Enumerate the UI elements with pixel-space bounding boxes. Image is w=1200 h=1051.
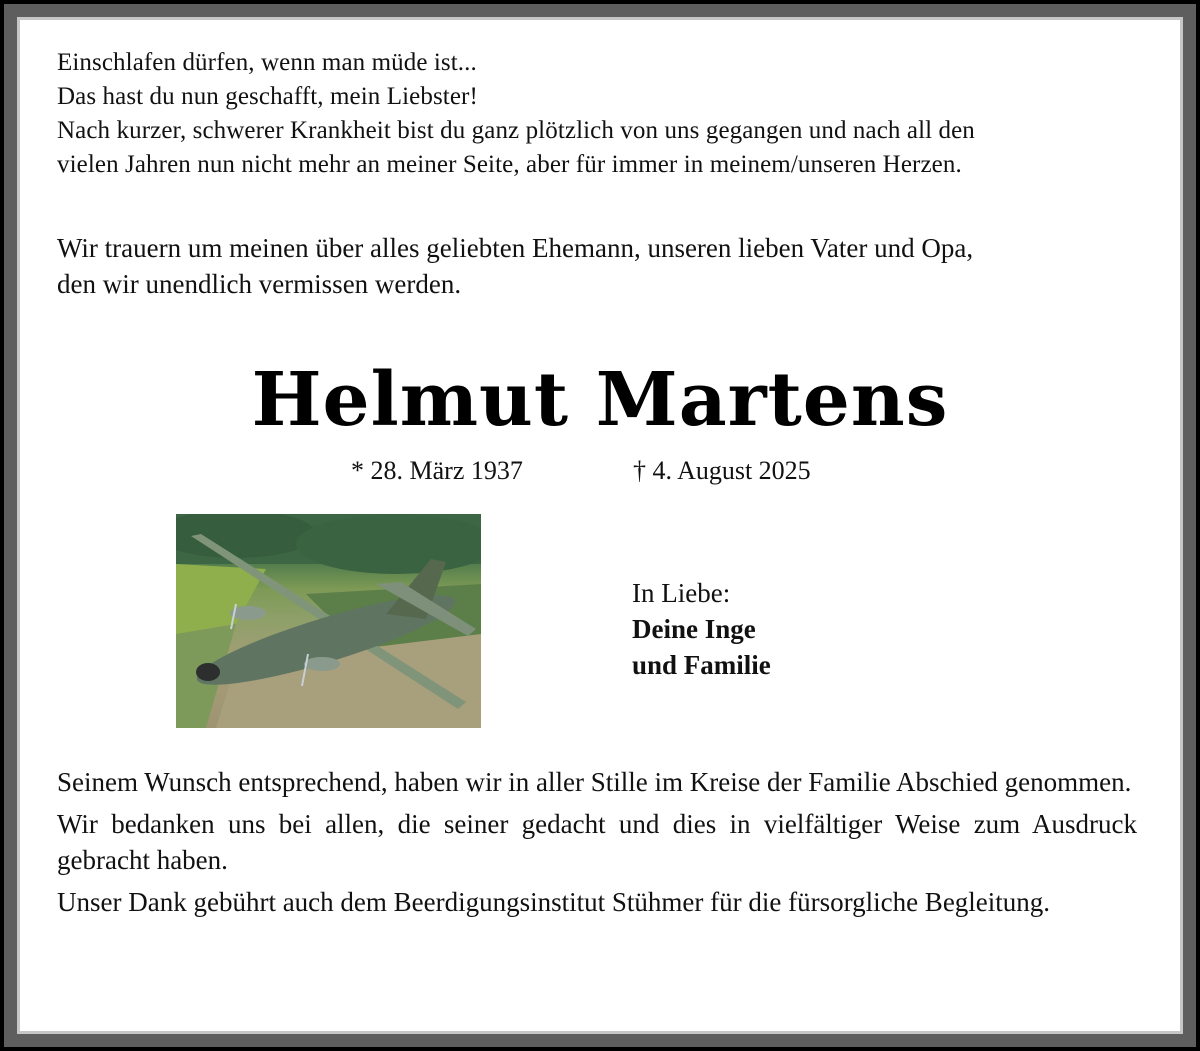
intro-line: Das hast du nun geschafft, mein Liebster! [57, 83, 478, 110]
airplane-illustration [176, 514, 481, 728]
frame-outer-border [4, 4, 1196, 1047]
mourning-statement [57, 230, 1142, 302]
intro-line: Einschlafen dürfen, wenn man müde ist... [57, 49, 477, 76]
deceased-name: Helmut Martens [251, 357, 949, 443]
intro-line: Nach kurzer, schwerer Krankheit bist du ganz plötzlich von uns gegangen und nach all den [57, 117, 975, 144]
death-date: † 4. August 2025 [633, 456, 811, 485]
intro-text [57, 46, 1147, 182]
signature-intro: In Liebe: [632, 578, 731, 608]
closing-paragraph: Wir bedanken uns bei allen, die seiner gedacht und dies in vielfältiger Weise zum Ausdruck gebracht haben. [57, 809, 1137, 875]
signature-name: Deine Inge [632, 614, 756, 644]
signature-family: und Familie [632, 650, 771, 680]
frame-inner-border [17, 17, 1183, 1034]
intro-line: vielen Jahren nun nicht mehr an meiner Seite, aber für immer in meinem/unseren Herzen. [57, 151, 962, 178]
mourning-line: Wir trauern um meinen über alles geliebten Ehemann, unseren lieben Vater und Opa, [57, 233, 974, 263]
obituary-page [20, 20, 1180, 1031]
birth-date: * 28. März 1937 [351, 456, 523, 485]
closing-paragraph: Unser Dank gebührt auch dem Beerdigungsinstitut Stühmer für die fürsorgliche Begleitung. [57, 887, 1051, 917]
closing-text [57, 764, 1137, 926]
closing-paragraph: Seinem Wunsch entsprechend, haben wir in aller Stille im Kreise der Familie Abschied genommen. [57, 767, 1132, 797]
signature-block [632, 575, 771, 683]
mourning-line: den wir unendlich vermissen werden. [57, 269, 462, 299]
aircraft-photo [176, 514, 481, 728]
